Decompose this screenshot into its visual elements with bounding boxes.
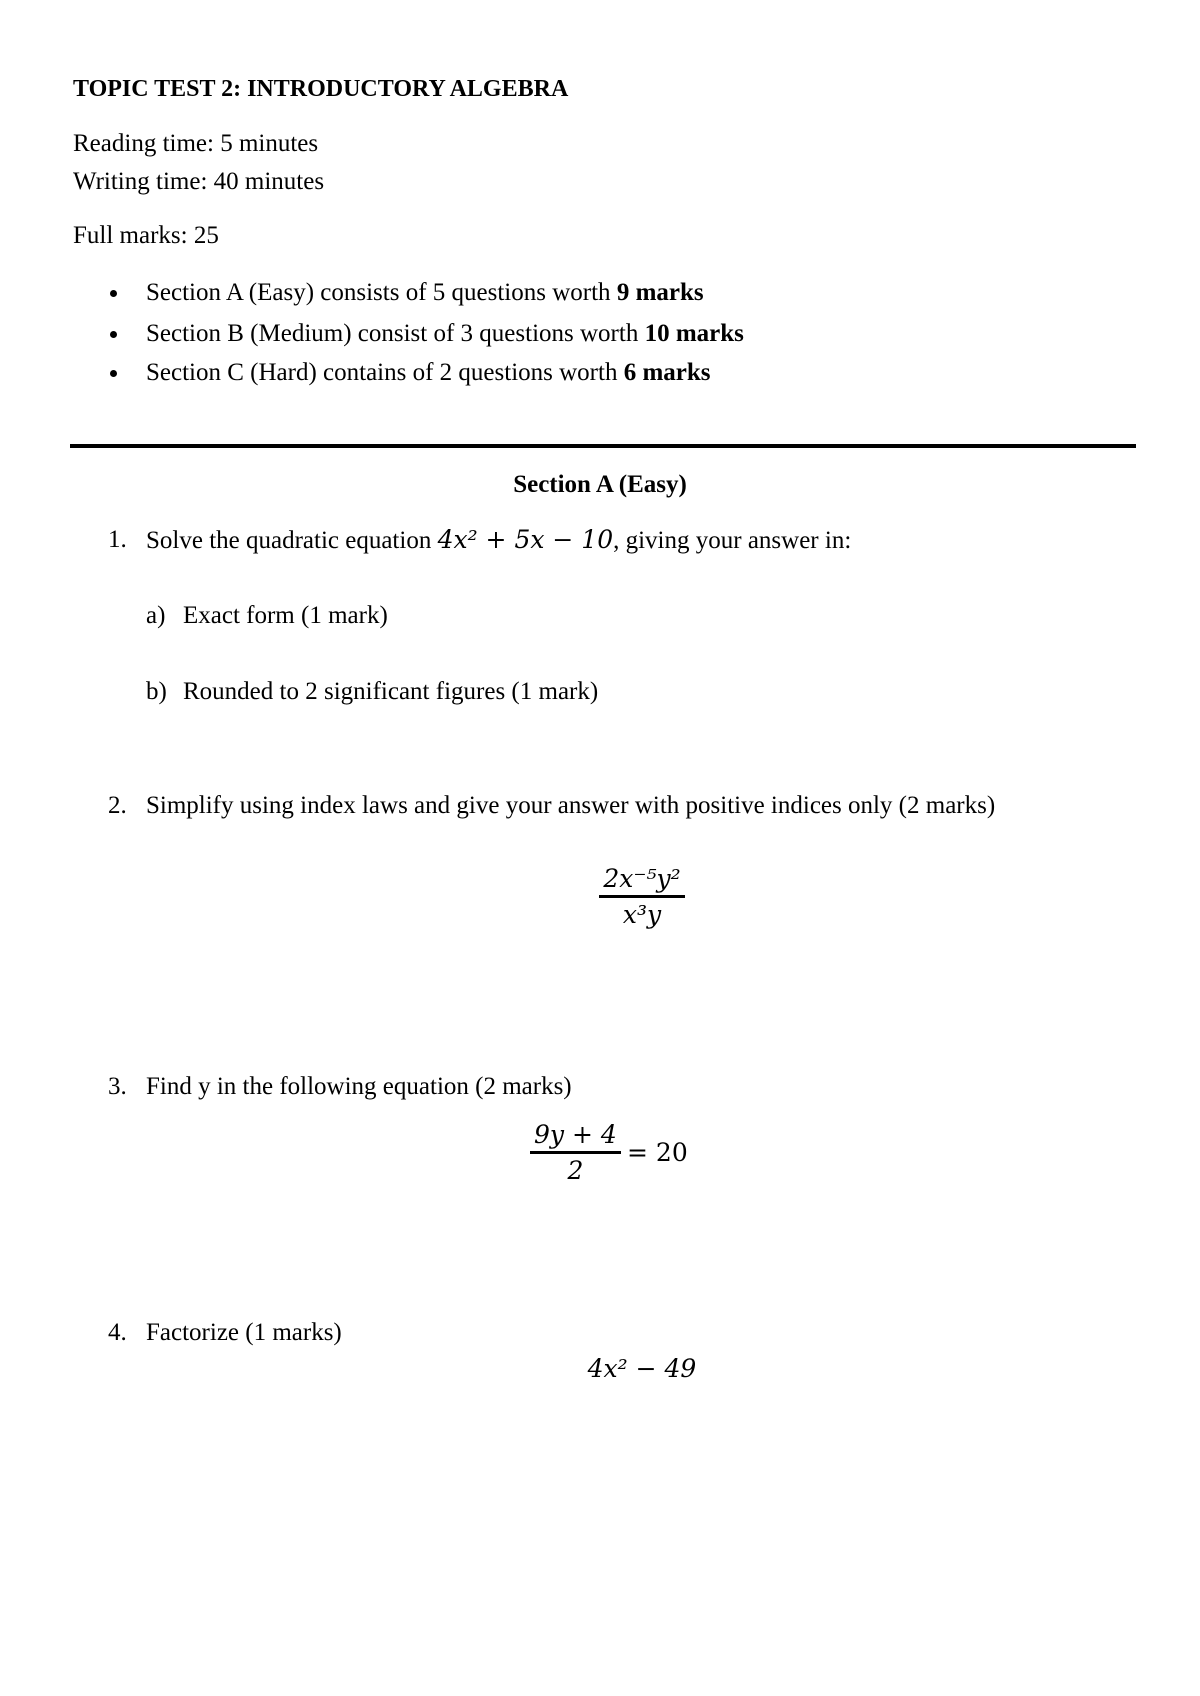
q1-number: 1. <box>108 526 127 553</box>
q2-numerator: 2x⁻⁵y² <box>603 864 681 893</box>
bullet-icon <box>110 370 117 377</box>
q4-number: 4. <box>108 1319 127 1346</box>
section-a-heading: Section A (Easy) <box>513 471 687 498</box>
horizontal-divider <box>70 444 1136 448</box>
q2-fraction <box>599 864 684 929</box>
bullet-icon <box>110 290 117 297</box>
q3-rhs: = 20 <box>627 1138 688 1167</box>
q3-denominator: 2 <box>567 1156 584 1185</box>
q2-number: 2. <box>108 792 127 819</box>
q1-part-b: Rounded to 2 significant figures (1 mark) <box>183 678 599 705</box>
summary-item-section-c: Section C (Hard) contains of 2 questions worth 6 marks <box>146 359 711 386</box>
bullet-icon <box>110 331 117 338</box>
q4-text: Factorize (1 marks) <box>146 1319 342 1346</box>
q1-expression: 4x² + 5x − 10 <box>437 525 614 554</box>
summary-item-section-b: Section B (Medium) consist of 3 questions worth 10 marks <box>146 320 744 347</box>
full-marks: Full marks: 25 <box>73 222 219 249</box>
q1-part-a-label: a) <box>146 602 166 629</box>
q2-fraction-container <box>0 864 1200 929</box>
reading-time: Reading time: 5 minutes <box>73 130 319 157</box>
writing-time: Writing time: 40 minutes <box>73 168 325 195</box>
q1-part-a: Exact form (1 mark) <box>183 602 388 629</box>
q3-text: Find y in the following equation (2 marks) <box>146 1073 572 1100</box>
q3-number: 3. <box>108 1073 127 1100</box>
q1-text: Solve the quadratic equation 4x² + 5x − 10, giving your answer in: <box>146 525 852 554</box>
q3-equation <box>530 1120 688 1185</box>
page-title: TOPIC TEST 2: INTRODUCTORY ALGEBRA <box>73 76 569 102</box>
summary-item-section-a: Section A (Easy) consists of 5 questions worth 9 marks <box>146 279 704 306</box>
q1-part-b-label: b) <box>146 678 167 705</box>
q3-numerator: 9y + 4 <box>534 1120 617 1149</box>
q4-expression: 4x² − 49 <box>587 1354 697 1383</box>
q2-text: Simplify using index laws and give your answer with positive indices only (2 marks) <box>146 792 996 819</box>
q2-denominator: x³y <box>622 900 662 929</box>
q3-fraction <box>530 1120 621 1185</box>
